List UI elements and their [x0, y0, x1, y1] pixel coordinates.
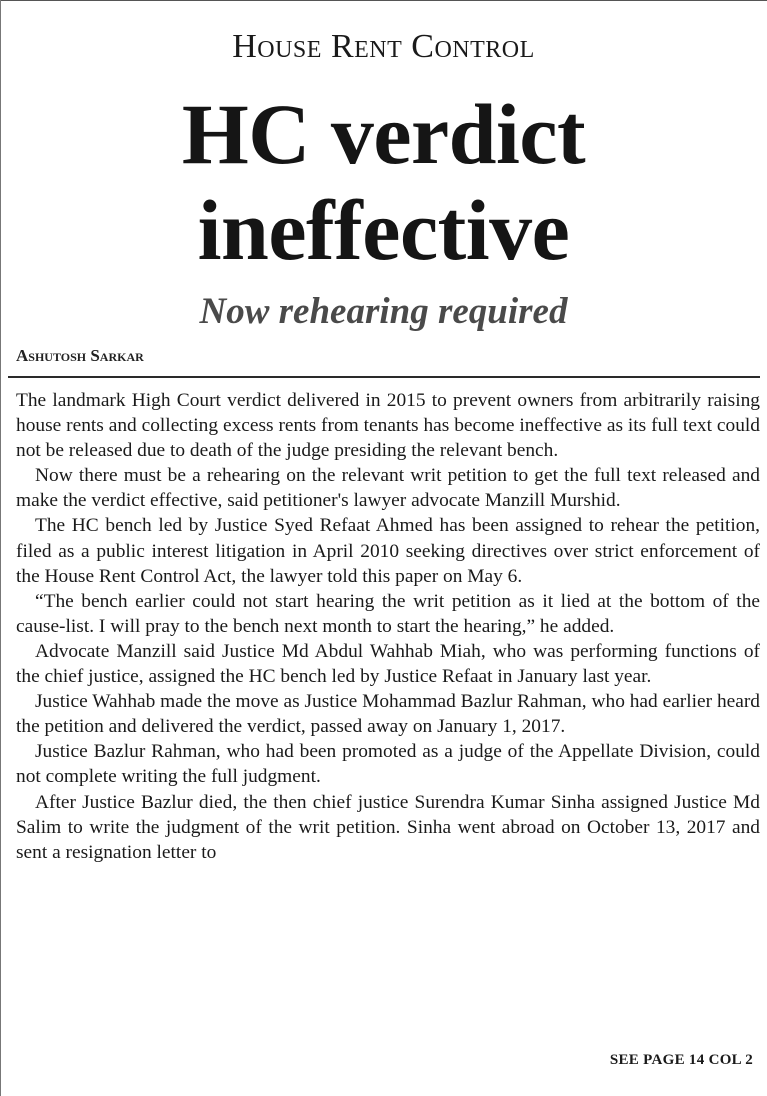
article-byline: Ashutosh Sarkar: [16, 346, 144, 365]
article-kicker: House Rent Control: [232, 28, 535, 65]
headline-line-2: ineffective: [197, 182, 570, 278]
body-paragraph-1: The landmark High Court verdict delivered in 2015 to prevent owners from arbitrarily raising house rents and collecting excess rents from tenants has become ineffective as its full text could not be released due to death of the judge presiding the relevant bench.: [16, 390, 760, 462]
article-body: [16, 388, 760, 865]
body-paragraph-6: Justice Wahhab made the move as Justice Mohammad Bazlur Rahman, who had earlier heard the petition and delivered the verdict, passed away on January 1, 2017.: [16, 691, 760, 738]
byline-divider: [8, 376, 760, 378]
body-paragraph-4: “The bench earlier could not start hearing the writ petition as it lied at the bottom of the cause-list. I will pray to the bench next month to start the hearing,” he added.: [16, 590, 760, 637]
body-paragraph-8: After Justice Bazlur died, the then chief justice Surendra Kumar Sinha assigned Justice Md Salim to write the judgment of the writ petition. Sinha went abroad on October 13, 2017 and sent a resignation letter to: [16, 791, 760, 863]
top-border-rule: [0, 0, 767, 1]
body-paragraph-7: Justice Bazlur Rahman, who had been promoted as a judge of the Appellate Division, could not complete writing the full judgment.: [16, 741, 760, 788]
body-paragraph-3: The HC bench led by Justice Syed Refaat Ahmed has been assigned to rehear the petition, filed as a public interest litigation in April 2010 seeking directives over strict enforcement of the House Rent Control Act, the lawyer told this paper on May 6.: [16, 515, 760, 587]
body-paragraph-5: Advocate Manzill said Justice Md Abdul Wahhab Miah, who was performing functions of the chief justice, assigned the HC bench led by Justice Refaat in January last year.: [16, 640, 760, 688]
body-paragraph-2: Now there must be a rehearing on the relevant writ petition to get the full text released and make the verdict effective, said petitioner's lawyer advocate Manzill Murshid.: [16, 465, 760, 512]
article-subhead: Now rehearing required: [199, 291, 568, 332]
headline-line-1: HC verdict: [181, 86, 586, 182]
article-headline: [0, 86, 767, 278]
continuation-jump-line: SEE PAGE 14 COL 2: [609, 1052, 753, 1068]
